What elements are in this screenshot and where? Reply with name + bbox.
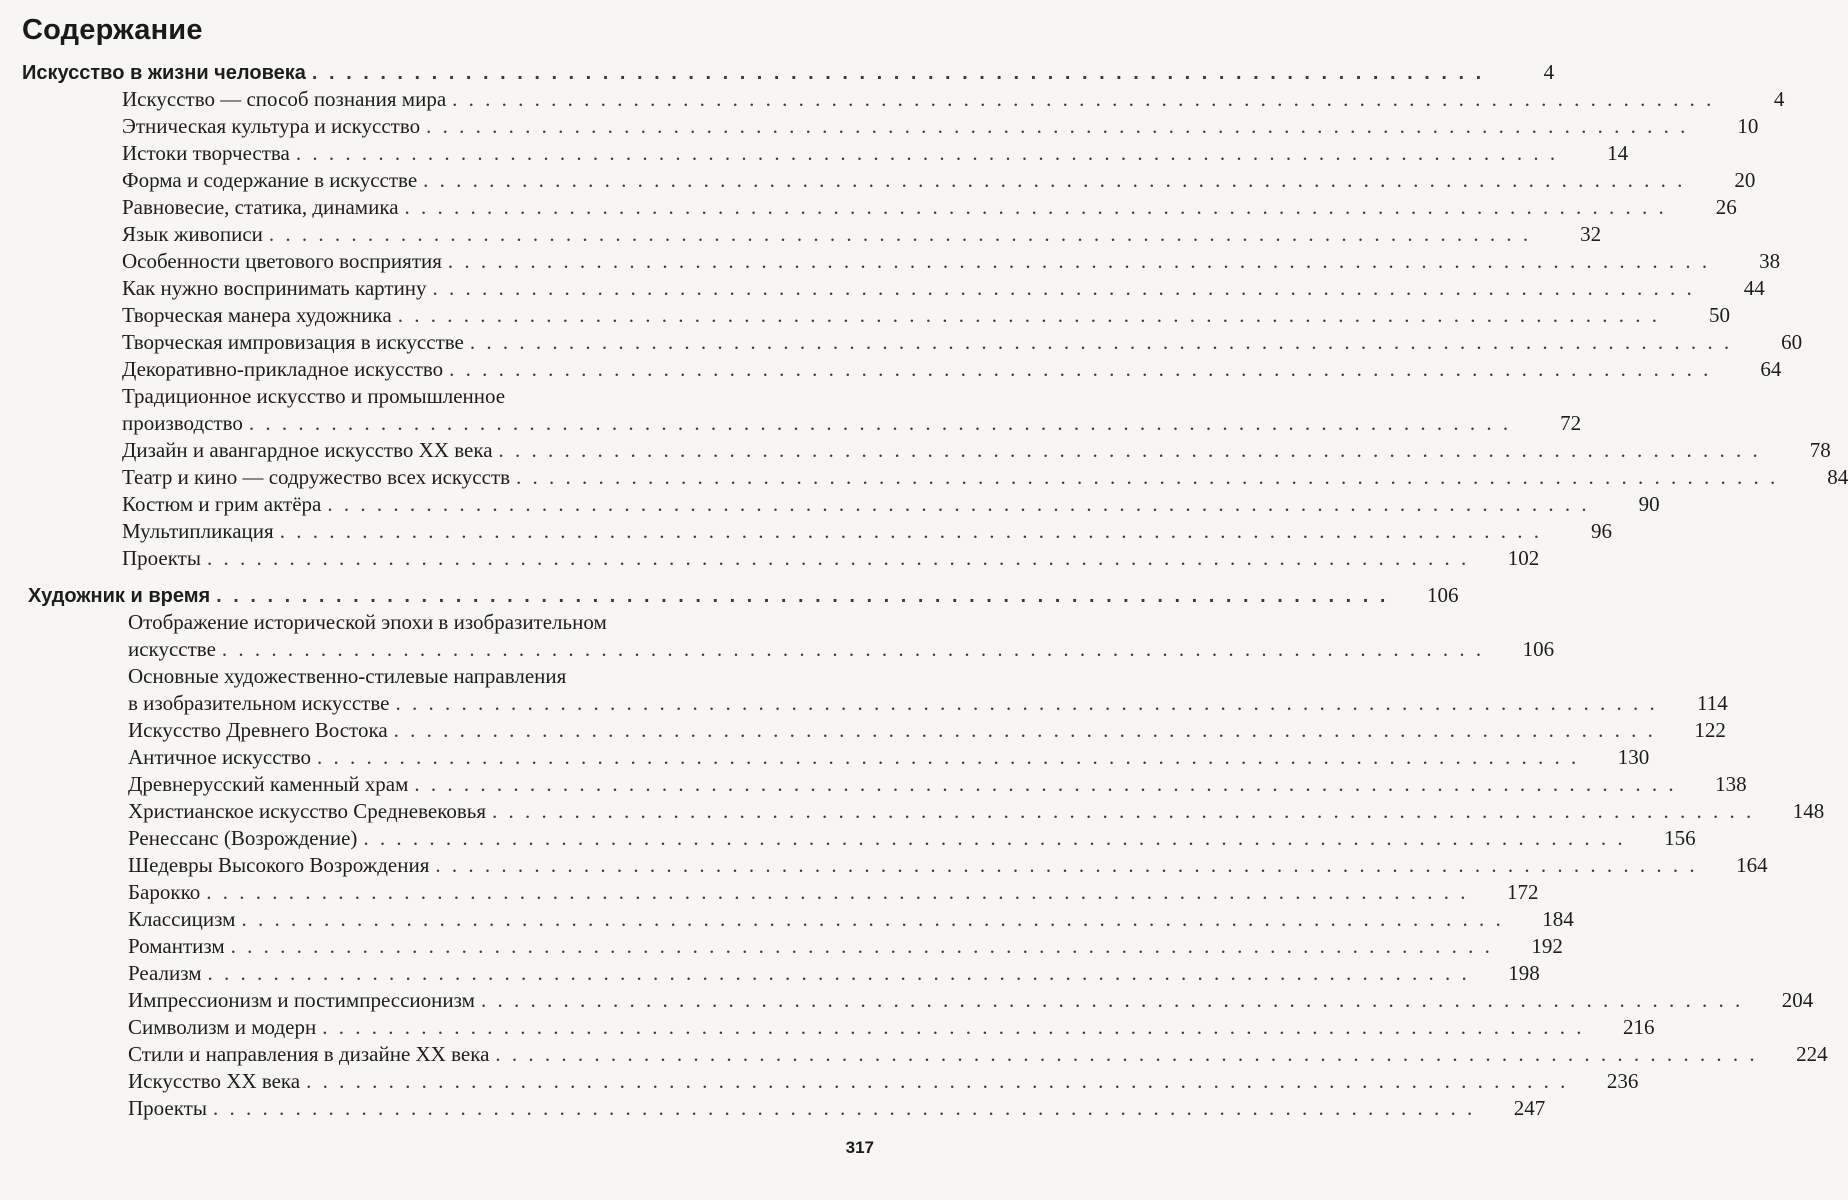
toc-entry-page-number: 96 [1590,519,1612,543]
leader-dots: . . . . . . . . . . . . . . . . . . . . . . . . . . . . . . . . . . . . . . . . . . . . . . . . . . . . . . . . . . . . . . . . . . . . . . . . . . . . . [495,1042,1758,1066]
toc-entry[interactable] [128,690,1728,717]
toc-entry[interactable] [122,140,1629,167]
toc-entry-label: Барокко [128,880,201,904]
toc-entry-label: Мультипликация [122,519,274,543]
toc-entry[interactable] [128,933,1563,960]
leader-dots: . . . . . . . . . . . . . . . . . . . . . . . . . . . . . . . . . . . . . . . . . . . . . . . . . . . . . . . . . . . . . . . . . . . . . . . . . . . . . [268,222,1532,246]
toc-entry-page-number: 106 [1522,637,1555,661]
leader-dots: . . . . . . . . . . . . . . . . . . . . . . . . . . . . . . . . . . . . . . . . . . . . . . . . . . . . . . . . . . . . . . . . . . . . . . . . . . . . . [447,249,1711,273]
toc-entry-page-number: 204 [1781,988,1814,1012]
toc-entry[interactable] [128,1095,1546,1122]
toc-entry-label: Импрессионизм и постимпрессионизм [128,988,475,1012]
toc-entry-page-number: 44 [1743,276,1765,300]
toc-entry-page-number: 156 [1664,826,1696,850]
page-number: 317 [845,1138,874,1157]
toc-entry[interactable] [122,275,1765,302]
leader-dots: . . . . . . . . . . . . . . . . . . . . . . . . . . . . . . . . . . . . . . . . . . . . . . . . . . . . . . . . . . . . . . . . . . . . . . . . . . . . . [423,168,1686,192]
toc-entry[interactable] [128,798,1825,825]
toc-entry[interactable] [128,1068,1639,1095]
leader-dots: . . . . . . . . . . . . . . . . . . . . . . . . . . . . . . . . . . . . . . . . . . . . . . . . . . . . . . . . . . . . . . . . . . . . . . . . . . . . . [435,853,1698,877]
toc-entry-label: Ренессанс (Возрождение) [128,826,358,850]
toc-entry-label: Особенности цветового восприятия [122,249,442,273]
toc-entry-page-number: 78 [1809,438,1831,462]
leader-dots: . . . . . . . . . . . . . . . . . . . . . . . . . . . . . . . . . . . . . . . . . . . . . . . . . . . . . . . . . . . . . . . . . . . . . . . . . . . . . [397,303,1660,327]
toc-entry-page-number: 84 [1827,465,1848,489]
toc-entry-page-number: 90 [1638,492,1660,516]
toc-entry-label: Язык живописи [122,222,263,246]
toc-entry-label: Шедевры Высокого Возрождения [128,853,430,877]
toc-entry-page-number: 138 [1715,772,1747,796]
leader-dots: . . . . . . . . . . . . . . . . . . . . . . . . . . . . . . . . . . . . . . . . . . . . . . . . . . . . . . . . . . . . . . . . . . . . . . . . . . . . . [322,1015,1585,1039]
toc-entry[interactable] [128,717,1726,744]
leader-dots: . . . . . . . . . . . . . . . . . . . . . . . . . . . . . . . . . . . . . . . . . . . . . . . . . . . . . . . . . . . . . . . . . . . . . . . . . . . . . [432,276,1695,300]
toc-entry-label: Романтизм [128,934,225,958]
toc-section-2[interactable] [28,582,1459,609]
toc-entry-label: Творческая манера художника [122,303,392,327]
leader-dots: . . . . . . . . . . . . . . . . . . . . . . . . . . . . . . . . . . . . . . . . . . . . . . . . . . . . . . . . . . . . . . . . . . . . . . . . . . . . . [206,880,1469,904]
toc-entry-label: Декоративно-прикладное искусство [122,357,444,381]
toc-entry-label: в изобразительном искусстве [128,691,390,715]
toc-entry-label: Искусство Древнего Востока [128,718,388,742]
toc-entry-label: Проекты [122,546,201,570]
section-title: Искусство в жизни человека [22,62,306,84]
toc-entry-label: Творческая импровизация в искусстве [122,330,464,354]
leader-dots: . . . . . . . . . . . . . . . . . . . . . . . . . . . . . . . . . . . . . . . . . . . . . . . . . . . . . . . . . . . . . . . . . . . . . . . . . . . . . [516,465,1779,489]
toc-entry-label: Античное искусство [128,745,312,769]
toc-entry-page-number: 26 [1715,195,1737,219]
leader-dots: . . . . . . . . . . . . . . . . . . . . . . . . . . . . . . . . . . . . . . . . . . . . . . . . . . . . . . . . . . . . . . . . . . . . . . . . . . . . . [207,961,1470,985]
toc-entry-label: Равновесие, статика, динамика [122,195,399,219]
toc-entry[interactable] [122,86,1785,113]
toc-entry-page-number: 64 [1760,357,1782,381]
toc-entry[interactable] [122,221,1602,248]
toc-entry-page-number: 192 [1531,934,1563,958]
leader-dots: . . . . . . . . . . . . . . . . . . . . . . . . . . . . . . . . . . . . . . . . . . . . . . . . . . . . . . . . . . . . . . . . . . . . . . . . . . . . . [426,114,1689,138]
toc-entry-page-number: 198 [1508,961,1540,985]
leader-dots: . . . . . . . . . . . . . . . . . . . . . . . . . . . . . . . . . . . . . . . . . . . . . . . . . . . . . . . . . . . . . . . . . . . . . . . . . . . . . [230,934,1493,958]
toc-entry[interactable] [128,906,1574,933]
toc-entry-label: Христианское искусство Средневековья [128,799,486,823]
leader-dots: . . . . . . . . . . . . . . . . . . . . . . . . . . . . . . . . . . . . . . . . . . . . . . . . . . . . . . . . . . . . . . . . . . . . . . . . . . . . . [306,1069,1569,1093]
toc-entry-label: Символизм и модерн [128,1015,317,1039]
leader-dots: . . . . . . . . . . . . . . . . . . . . . . . . . . . . . . . . . . . . . . . . . . . . . . . . . . . . . . . . . . . . . . . . . . . . . . . . . . . . . [469,330,1733,354]
toc-entry-page-number: 60 [1781,330,1803,354]
leader-dots: . . . . . . . . . . . . . . . . . . . . . . . . . . . . . . . . . . . . . . . . . . . . . . . . . . . . . . . . . . . . . . . . . . . . . [311,62,1485,84]
toc-entry-page-number: 216 [1622,1015,1655,1039]
leader-dots: . . . . . . . . . . . . . . . . . . . . . . . . . . . . . . . . . . . . . . . . . . . . . . . . . . . . . . . . . . . . . . . . . . . . . [216,585,1389,607]
toc-entry[interactable] [122,491,1660,518]
toc-entry[interactable] [128,825,1696,852]
toc-entry-page-number: 72 [1560,411,1582,435]
section-title: Художник и время [28,585,211,607]
toc-entry-page-number: 50 [1708,303,1730,327]
leader-dots: . . . . . . . . . . . . . . . . . . . . . . . . . . . . . . . . . . . . . . . . . . . . . . . . . . . . . . . . . . . . . . . . . . . . . . . . . . . . . [414,772,1677,796]
toc-entry-page-number: 38 [1759,249,1781,273]
leader-dots: . . . . . . . . . . . . . . . . . . . . . . . . . . . . . . . . . . . . . . . . . . . . . . . . . . . . . . . . . . . . . . . . . . . . . . . . . . . . . [395,691,1658,715]
toc-entry-label: Реализм [128,961,202,985]
toc-entry[interactable] [128,1014,1655,1041]
section-page-number: 4 [1543,60,1555,84]
toc-entry-label: Искусство — способ познания мира [122,87,447,111]
toc-entry[interactable] [122,248,1781,275]
toc-entry-label: Форма и содержание в искусстве [122,168,418,192]
leader-dots: . . . . . . . . . . . . . . . . . . . . . . . . . . . . . . . . . . . . . . . . . . . . . . . . . . . . . . . . . . . . . . . . . . . . . . . . . . . . . [363,826,1626,850]
leader-dots: . . . . . . . . . . . . . . . . . . . . . . . . . . . . . . . . . . . . . . . . . . . . . . . . . . . . . . . . . . . . . . . . . . . . . . . . . . . . . [317,745,1580,769]
toc-entry-label: Истоки творчества [122,141,290,165]
leader-dots: . . . . . . . . . . . . . . . . . . . . . . . . . . . . . . . . . . . . . . . . . . . . . . . . . . . . . . . . . . . . . . . . . . . . . . . . . . . . . [327,492,1590,516]
leader-dots: . . . . . . . . . . . . . . . . . . . . . . . . . . . . . . . . . . . . . . . . . . . . . . . . . . . . . . . . . . . . . . . . . . . . . . . . . . . . . [480,988,1744,1012]
leader-dots: . . . . . . . . . . . . . . . . . . . . . . . . . . . . . . . . . . . . . . . . . . . . . . . . . . . . . . . . . . . . . . . . . . . . . . . . . . . . . [491,799,1755,823]
toc-entry[interactable] [128,987,1814,1014]
toc-entry-label: Классицизм [128,907,236,931]
toc-entry-label: искусстве [128,637,216,661]
toc-entry-page-number: 102 [1507,546,1540,570]
toc-entry-label: Как нужно воспринимать картину [122,276,427,300]
toc-entry-label: Стили и направления в дизайне XX века [128,1042,490,1066]
toc-entry[interactable] [122,518,1612,545]
toc-entry[interactable] [122,464,1848,491]
leader-dots: . . . . . . . . . . . . . . . . . . . . . . . . . . . . . . . . . . . . . . . . . . . . . . . . . . . . . . . . . . . . . . . . . . . . . . . . . . . . . [279,519,1542,543]
toc-entry-label: Искусство XX века [128,1069,301,1093]
toc-entry-page-number: 224 [1796,1042,1828,1066]
toc-entry-page-number: 32 [1580,222,1602,246]
toc-entry-page-number: 122 [1694,718,1726,742]
toc-entry-label: Этническая культура и искусство [122,114,421,138]
toc-entry-page-number: 164 [1736,853,1768,877]
toc-entry-label: Древнерусский каменный храм [128,772,409,796]
page-title: Содержание [22,14,203,46]
leader-dots: . . . . . . . . . . . . . . . . . . . . . . . . . . . . . . . . . . . . . . . . . . . . . . . . . . . . . . . . . . . . . . . . . . . . . . . . . . . . . [241,907,1504,931]
toc-entry-page-number: 10 [1737,114,1759,138]
toc-entry[interactable] [128,852,1768,879]
toc-entry[interactable] [122,356,1782,383]
toc-entry[interactable] [122,545,1540,572]
toc-entry[interactable] [122,113,1759,140]
leader-dots: . . . . . . . . . . . . . . . . . . . . . . . . . . . . . . . . . . . . . . . . . . . . . . . . . . . . . . . . . . . . . . . . . . . . . . . . . . . . . [498,438,1761,462]
toc-entry-label: Дизайн и авангардное искусство XX века [122,438,493,462]
leader-dots: . . . . . . . . . . . . . . . . . . . . . . . . . . . . . . . . . . . . . . . . . . . . . . . . . . . . . . . . . . . . . . . . . . . . . . . . . . . . . [452,87,1715,111]
leader-dots: . . . . . . . . . . . . . . . . . . . . . . . . . . . . . . . . . . . . . . . . . . . . . . . . . . . . . . . . . . . . . . . . . . . . . . . . . . . . . [221,637,1485,661]
toc-entry-page-number: 14 [1607,141,1629,165]
toc-entry[interactable] [122,194,1737,221]
toc-entry[interactable] [128,960,1540,987]
leader-dots: . . . . . . . . . . . . . . . . . . . . . . . . . . . . . . . . . . . . . . . . . . . . . . . . . . . . . . . . . . . . . . . . . . . . . . . . . . . . . [404,195,1667,219]
toc-entry-label: производство [122,411,243,435]
toc-entry-label: Костюм и грим актёра [122,492,322,516]
section-page-number: 106 [1426,583,1459,607]
toc-entry[interactable] [128,1041,1828,1068]
toc-entry-page-number: 148 [1792,799,1825,823]
toc-entry-label: Проекты [128,1096,207,1120]
toc-section-1[interactable] [22,59,1555,86]
toc-entry[interactable] [128,771,1747,798]
leader-dots: . . . . . . . . . . . . . . . . . . . . . . . . . . . . . . . . . . . . . . . . . . . . . . . . . . . . . . . . . . . . . . . . . . . . . . . . . . . . . [248,411,1512,435]
toc-entry-label: Театр и кино — содружество всех искусств [122,465,511,489]
toc-entry[interactable] [128,636,1555,663]
toc-entry-page-number: 184 [1542,907,1574,931]
toc-entry[interactable] [128,879,1539,906]
leader-dots: . . . . . . . . . . . . . . . . . . . . . . . . . . . . . . . . . . . . . . . . . . . . . . . . . . . . . . . . . . . . . . . . . . . . . . . . . . . . . [295,141,1559,165]
toc-entry[interactable] [128,744,1650,771]
toc-entry-page-number: 20 [1734,168,1756,192]
toc-entry[interactable] [122,302,1730,329]
toc-entry-page-number: 172 [1506,880,1539,904]
toc-entry-page-number: 247 [1513,1096,1546,1120]
toc-entry[interactable] [122,329,1803,356]
leader-dots: . . . . . . . . . . . . . . . . . . . . . . . . . . . . . . . . . . . . . . . . . . . . . . . . . . . . . . . . . . . . . . . . . . . . . . . . . . . . . [449,357,1712,381]
leader-dots: . . . . . . . . . . . . . . . . . . . . . . . . . . . . . . . . . . . . . . . . . . . . . . . . . . . . . . . . . . . . . . . . . . . . . . . . . . . . . [212,1096,1476,1120]
leader-dots: . . . . . . . . . . . . . . . . . . . . . . . . . . . . . . . . . . . . . . . . . . . . . . . . . . . . . . . . . . . . . . . . . . . . . . . . . . . . . [393,718,1656,742]
toc-entry-page-number: 114 [1696,691,1728,715]
toc-entry[interactable] [122,167,1756,194]
toc-entry[interactable] [122,410,1582,437]
toc-entry-page-number: 4 [1773,87,1785,111]
toc-entry-page-number: 130 [1617,745,1650,769]
toc-entry-page-number: 236 [1606,1069,1639,1093]
toc-entry-label-line1: Традиционное искусство и промышленное [122,384,506,408]
toc-entry-label-line1: Основные художественно-стилевые направления [128,664,567,688]
leader-dots: . . . . . . . . . . . . . . . . . . . . . . . . . . . . . . . . . . . . . . . . . . . . . . . . . . . . . . . . . . . . . . . . . . . . . . . . . . . . . [206,546,1470,570]
toc-entry[interactable] [122,437,1831,464]
toc-entry-label-line1: Отображение исторической эпохи в изобразительном [128,610,607,634]
